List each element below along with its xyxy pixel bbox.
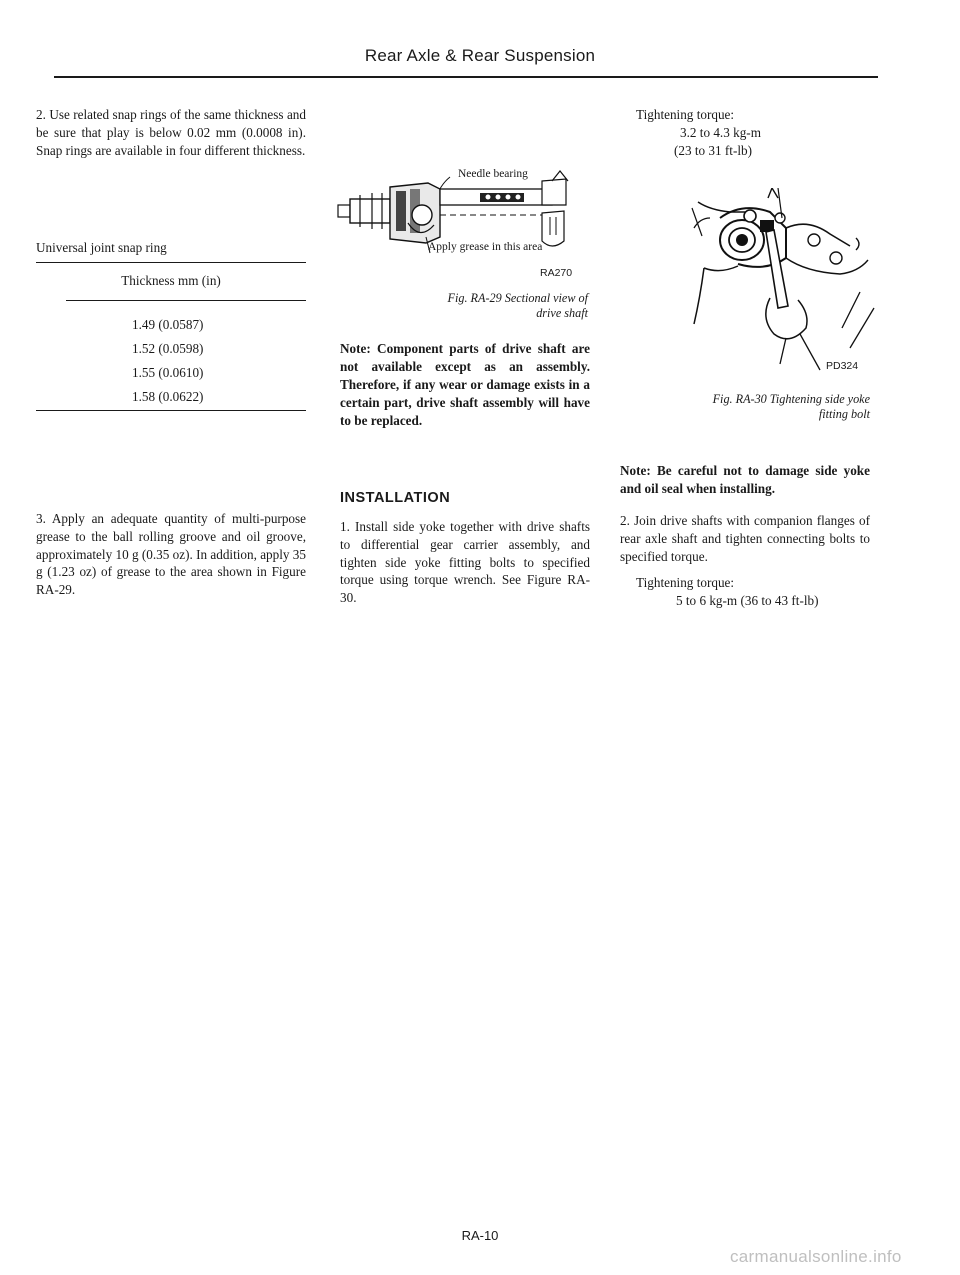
caption-line: Fig. RA-29 Sectional view of: [447, 291, 588, 305]
table-top-rule: [36, 262, 306, 263]
table-row: 1.49 (0.0587): [132, 317, 204, 332]
figure-code-ra270: RA270: [540, 267, 573, 279]
figure-ra30-caption: [620, 392, 870, 422]
table-row: 1.52 (0.0598): [132, 341, 204, 356]
tightening-side-yoke-figure: [690, 188, 880, 374]
table-header-rule: [66, 300, 306, 301]
caption-line: drive shaft: [536, 306, 588, 320]
table-row: 1.55 (0.0610): [132, 365, 204, 380]
step-3-paragraph: 3. Apply an adequate quantity of multi-purpose grease to the ball rolling groove and oil groove, approximately 10 g (0.35 oz). In addition, apply 35 g (1.23 oz) of grease to the area shown in Figure RA-29.: [36, 511, 306, 598]
section-heading-installation: INSTALLATION: [340, 490, 451, 506]
torque-1-value-imperial: (23 to 31 ft-lb): [674, 143, 753, 158]
note-component-parts: Note: Component parts of drive shaft are not available except as an assembly. Therefore, if any wear or damage exists in a certain part, drive shaft assembly will have to be replaced.: [340, 341, 590, 428]
figure-code-pd324: PD324: [826, 360, 859, 372]
needle-bearing-label: Needle bearing: [458, 168, 528, 180]
torque-2-value: 5 to 6 kg-m (36 to 43 ft-lb): [676, 593, 819, 608]
note-careful-side-yoke: Note: Be careful not to damage side yoke and oil seal when installing.: [620, 463, 870, 496]
installation-step-1: 1. Install side yoke together with drive shafts to differential gear carrier assembly, and tighten side yoke fitting bolts to specified torque using torque wrench. See Figure RA-30.: [340, 519, 590, 606]
page-header-title: Rear Axle & Rear Suspension: [364, 46, 596, 65]
snap-ring-table-body: [132, 313, 282, 409]
apply-grease-label: Apply grease in this area: [428, 241, 543, 253]
table-title: Universal joint snap ring: [36, 240, 167, 255]
tightening-side-yoke-drawing: [690, 188, 880, 374]
table-header: Thickness mm (in): [121, 273, 221, 288]
step-2-join-drive-shafts: 2. Join drive shafts with companion flanges of rear axle shaft and tighten connecting bolts to specified torque.: [620, 513, 870, 564]
table-row: 1.58 (0.0622): [132, 389, 204, 404]
watermark-text: carmanualsonline.info: [730, 1247, 902, 1266]
torque-1-label: Tightening torque:: [636, 107, 735, 122]
torque-1-value: 3.2 to 4.3 kg-m: [680, 125, 761, 140]
caption-line: fitting bolt: [818, 407, 870, 421]
torque-2-label: Tightening torque:: [636, 575, 735, 590]
caption-line: Fig. RA-30 Tightening side yoke: [712, 392, 870, 406]
step-2-paragraph: 2. Use related snap rings of the same thickness and be sure that play is below 0.02 mm (0.0008 in). Snap rings are available in four different thickness.: [36, 107, 306, 158]
table-bottom-rule: [36, 410, 306, 411]
header-rule: [54, 76, 878, 78]
page-number: RA-10: [461, 1228, 499, 1243]
figure-ra29-caption: [340, 291, 588, 321]
